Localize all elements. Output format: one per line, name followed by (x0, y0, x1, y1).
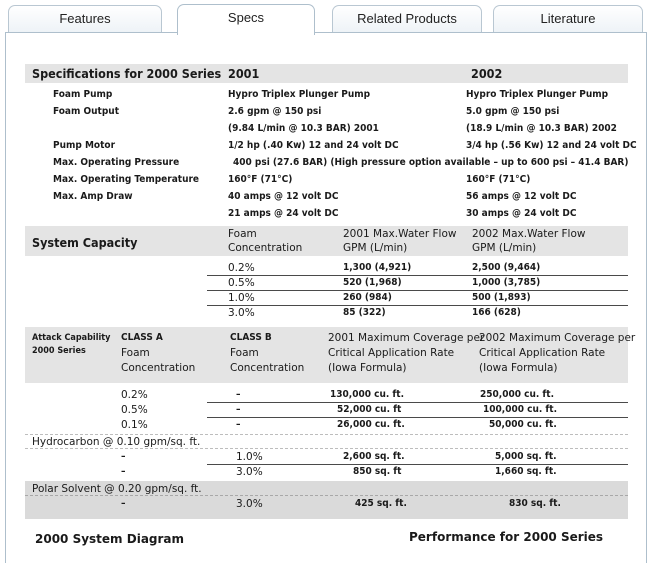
spec-value-2001: (9.84 L/min @ 10.3 BAR) 2001 (228, 123, 379, 134)
spec-label: Foam Pump (53, 89, 113, 100)
divider (207, 290, 628, 291)
attack-title: 2000 Series (32, 346, 86, 356)
polar-solvent-label: Polar Solvent @ 0.20 gpm/sq. ft. (32, 483, 202, 495)
capacity-conc: 0.2% (228, 262, 255, 274)
hydro-a: – (121, 451, 126, 462)
attack-head-a: Concentration (121, 362, 196, 374)
capacity-2001: 85 (322) (343, 307, 386, 318)
dashed-divider (25, 495, 628, 496)
spec-value-2002: Hypro Triplex Plunger Pump (466, 89, 609, 100)
capacity-head-2002: 2002 Max.Water Flow (472, 228, 586, 240)
attack-a: 0.1% (121, 419, 148, 431)
spec-value-2002: (18.9 L/min @ 10.3 BAR) 2002 (466, 123, 617, 134)
tab-specs[interactable]: Specs (177, 4, 315, 35)
hydro-2001: 850 sq. ft (353, 466, 402, 477)
divider (207, 275, 628, 276)
dashed-divider (25, 448, 628, 449)
capacity-conc: 1.0% (228, 292, 255, 304)
tab-features[interactable]: Features (8, 5, 162, 32)
capacity-head-2002: GPM (L/min) (472, 242, 537, 254)
attack-b: – (236, 419, 241, 430)
tab-literature[interactable]: Literature (493, 5, 643, 32)
hydro-b: 1.0% (236, 451, 263, 463)
capacity-2002: 500 (1,893) (472, 292, 531, 303)
capacity-2002: 1,000 (3,785) (472, 277, 541, 288)
capacity-2001: 520 (1,968) (343, 277, 402, 288)
attack-2001: 52,000 cu. ft (337, 404, 402, 415)
spec-value-2002: 160°F (71°C) (466, 174, 531, 185)
attack-a: 0.2% (121, 389, 148, 401)
performance-heading: Performance for 2000 Series (409, 530, 604, 544)
attack-head-b: Concentration (230, 362, 305, 374)
spec-label: Pump Motor (53, 140, 116, 151)
spec-col-2002: 2002 (471, 66, 503, 81)
attack-head-a: CLASS A (121, 332, 163, 343)
hydro-2002: 5,000 sq. ft. (495, 451, 557, 462)
divider (207, 464, 628, 465)
spec-col-2001: 2001 (228, 66, 260, 81)
attack-head-b: Foam (230, 347, 259, 359)
spec-value-pressure: 400 psi (27.6 BAR) (High pressure option available – up to 600 psi – 41.4 BAR) (233, 157, 629, 168)
spec-label: Max. Operating Pressure (53, 157, 180, 168)
capacity-head-conc: Concentration (228, 242, 303, 254)
capacity-head-conc: Foam (228, 228, 257, 240)
attack-2001: 130,000 cu. ft. (330, 389, 405, 400)
capacity-title: System Capacity (32, 235, 138, 250)
dashed-divider (25, 434, 628, 435)
hydro-2001: 2,600 sq. ft. (343, 451, 405, 462)
capacity-head-2001: 2001 Max.Water Flow (343, 228, 457, 240)
attack-head-2001: Critical Application Rate (328, 347, 455, 359)
attack-2002: 50,000 cu. ft. (489, 419, 557, 430)
capacity-conc: 0.5% (228, 277, 255, 289)
attack-head-2002: 2002 Maximum Coverage per (479, 332, 636, 344)
capacity-2002: 2,500 (9,464) (472, 262, 541, 273)
attack-b: – (236, 389, 241, 400)
attack-head-2002: (Iowa Formula) (479, 362, 558, 374)
attack-head-a: Foam (121, 347, 150, 359)
capacity-2001: 260 (984) (343, 292, 392, 303)
polar-b: 3.0% (236, 498, 263, 510)
system-diagram-heading: 2000 System Diagram (35, 532, 185, 546)
spec-value-2001: 160°F (71°C) (228, 174, 293, 185)
attack-title: Attack Capability (32, 333, 111, 343)
spec-value-2002: 56 amps @ 12 volt DC (466, 191, 577, 202)
spec-title: Specifications for 2000 Series (32, 66, 222, 81)
divider (207, 305, 628, 306)
spec-value-2002: 30 amps @ 24 volt DC (466, 208, 577, 219)
capacity-conc: 3.0% (228, 307, 255, 319)
spec-value-2001: 2.6 gpm @ 150 psi (228, 106, 322, 117)
spec-value-2002: 5.0 gpm @ 150 psi (466, 106, 560, 117)
attack-2002: 100,000 cu. ft. (483, 404, 558, 415)
polar-2001: 425 sq. ft. (355, 498, 407, 509)
polar-a: – (121, 498, 126, 509)
hydrocarbon-label: Hydrocarbon @ 0.10 gpm/sq. ft. (32, 436, 201, 448)
capacity-2001: 1,300 (4,921) (343, 262, 412, 273)
spec-label: Foam Output (53, 106, 120, 117)
spec-value-2001: 21 amps @ 24 volt DC (228, 208, 339, 219)
capacity-head-2001: GPM (L/min) (343, 242, 408, 254)
tab-related-products[interactable]: Related Products (332, 5, 482, 32)
spec-value-2001: Hypro Triplex Plunger Pump (228, 89, 371, 100)
divider (207, 417, 628, 418)
divider (207, 402, 628, 403)
attack-a: 0.5% (121, 404, 148, 416)
spec-value-2001: 40 amps @ 12 volt DC (228, 191, 339, 202)
hydro-2002: 1,660 sq. ft. (495, 466, 557, 477)
polar-2002: 830 sq. ft. (509, 498, 561, 509)
attack-b: – (236, 404, 241, 415)
attack-head-b: CLASS B (230, 332, 272, 343)
hydro-a: – (121, 466, 126, 477)
spec-label: Max. Operating Temperature (53, 174, 200, 185)
attack-head-2002: Critical Application Rate (479, 347, 606, 359)
spec-value-2001: 1/2 hp (.40 Kw) 12 and 24 volt DC (228, 140, 399, 151)
hydro-b: 3.0% (236, 466, 263, 478)
attack-2002: 250,000 cu. ft. (480, 389, 555, 400)
capacity-2002: 166 (628) (472, 307, 521, 318)
attack-head-2001: (Iowa Formula) (328, 362, 407, 374)
attack-2001: 26,000 cu. ft. (337, 419, 405, 430)
attack-head-2001: 2001 Maximum Coverage per (328, 332, 485, 344)
spec-label: Max. Amp Draw (53, 191, 133, 202)
spec-value-2002: 3/4 hp (.56 Kw) 12 and 24 volt DC (466, 140, 637, 151)
spec-table (25, 0, 637, 556)
